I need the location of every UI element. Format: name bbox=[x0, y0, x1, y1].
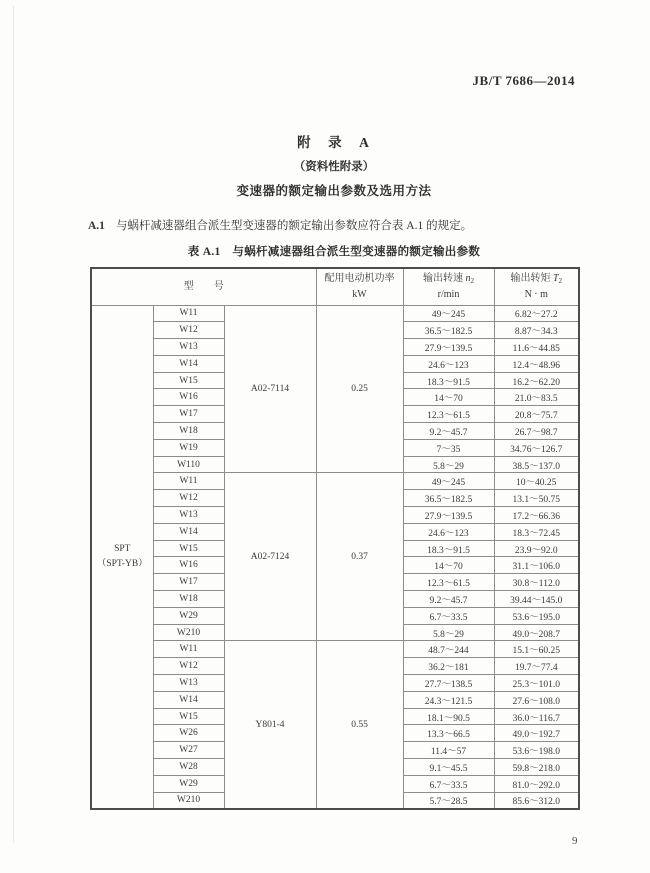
model-cell: W29 bbox=[153, 775, 224, 792]
speed-cell: 36.2～181 bbox=[403, 658, 494, 675]
model-cell: W12 bbox=[153, 490, 224, 507]
torque-cell: 25.3～101.0 bbox=[494, 675, 579, 692]
header-output-speed-label: 输出转速 bbox=[423, 273, 466, 285]
motor-cell: A02-7124 bbox=[224, 473, 316, 641]
clause-a1 bbox=[88, 217, 598, 233]
torque-cell: 17.2～66.36 bbox=[494, 507, 579, 524]
header-motor-power bbox=[316, 268, 403, 305]
torque-cell: 10～40.25 bbox=[494, 473, 579, 490]
model-cell: W110 bbox=[153, 456, 224, 473]
speed-cell: 48.7～244 bbox=[403, 641, 494, 658]
model-cell: W11 bbox=[153, 305, 224, 322]
header-output-torque-label: 输出转矩 bbox=[510, 273, 553, 285]
torque-cell: 38.5～137.0 bbox=[494, 456, 579, 473]
header-motor-power-label: 配用电动机功率 bbox=[324, 273, 395, 285]
rating-table bbox=[90, 267, 580, 810]
model-cell: W29 bbox=[153, 607, 224, 624]
speed-cell: 5.8～29 bbox=[403, 456, 494, 473]
table-header bbox=[91, 268, 579, 305]
speed-cell: 12.3～61.5 bbox=[403, 406, 494, 423]
scan-edge-line bbox=[13, 6, 14, 843]
torque-cell: 31.1～106.0 bbox=[494, 557, 579, 574]
model-cell: W26 bbox=[153, 725, 224, 742]
torque-cell: 23.9～92.0 bbox=[494, 540, 579, 557]
speed-cell: 13.3～66.5 bbox=[403, 725, 494, 742]
torque-cell: 12.4～48.96 bbox=[494, 355, 579, 372]
model-cell: W15 bbox=[153, 708, 224, 725]
torque-cell: 53.6～198.0 bbox=[494, 742, 579, 759]
model-cell: W17 bbox=[153, 406, 224, 423]
torque-cell: 49.0～192.7 bbox=[494, 725, 579, 742]
appendix-heading: 变速器的额定输出参数及选用方法 bbox=[236, 184, 432, 198]
speed-cell: 24.6～123 bbox=[403, 523, 494, 540]
motor-cell: Y801-4 bbox=[224, 641, 316, 809]
model-cell: W210 bbox=[153, 624, 224, 641]
torque-cell: 53.6～195.0 bbox=[494, 607, 579, 624]
torque-cell: 13.1～50.75 bbox=[494, 490, 579, 507]
model-cell: W11 bbox=[153, 473, 224, 490]
speed-cell: 14～70 bbox=[403, 389, 494, 406]
torque-cell: 36.0～116.7 bbox=[494, 708, 579, 725]
speed-cell: 49～245 bbox=[403, 305, 494, 322]
speed-cell: 27.7～138.5 bbox=[403, 675, 494, 692]
standard-code: JB/T 7686—2014 bbox=[472, 73, 575, 88]
speed-cell: 27.9～139.5 bbox=[403, 339, 494, 356]
speed-cell: 18.3～91.5 bbox=[403, 372, 494, 389]
model-cell: W14 bbox=[153, 355, 224, 372]
motor-cell: A02-7114 bbox=[224, 305, 316, 473]
torque-cell: 11.6～44.85 bbox=[494, 339, 579, 356]
model-cell: W13 bbox=[153, 339, 224, 356]
table-row bbox=[91, 305, 579, 322]
speed-cell: 24.3～121.5 bbox=[403, 691, 494, 708]
appendix-subtitle: （资料性附录） bbox=[293, 161, 375, 173]
model-cell: W14 bbox=[153, 523, 224, 540]
torque-cell: 15.1～60.25 bbox=[494, 641, 579, 658]
speed-cell: 36.5～182.5 bbox=[403, 322, 494, 339]
torque-cell: 34.76～126.7 bbox=[494, 439, 579, 456]
appendix-title-block bbox=[90, 131, 578, 199]
header-model: 型 号 bbox=[91, 268, 316, 305]
model-cell: W15 bbox=[153, 372, 224, 389]
torque-cell: 18.3～72.45 bbox=[494, 523, 579, 540]
power-cell: 0.37 bbox=[316, 473, 403, 641]
speed-cell: 6.7～33.5 bbox=[403, 775, 494, 792]
header-row bbox=[91, 268, 579, 305]
speed-cell: 18.1～90.5 bbox=[403, 708, 494, 725]
clause-number: A.1 bbox=[88, 220, 105, 232]
model-cell: W15 bbox=[153, 540, 224, 557]
torque-cell: 20.8～75.7 bbox=[494, 406, 579, 423]
speed-cell: 12.3～61.5 bbox=[403, 574, 494, 591]
model-cell: W16 bbox=[153, 389, 224, 406]
series-label-line2: （SPT-YB） bbox=[96, 558, 148, 569]
torque-cell: 26.7～98.7 bbox=[494, 423, 579, 440]
model-cell: W13 bbox=[153, 507, 224, 524]
model-cell: W11 bbox=[153, 641, 224, 658]
model-cell: W27 bbox=[153, 742, 224, 759]
speed-cell: 9.2～45.7 bbox=[403, 591, 494, 608]
torque-cell: 16.2～62.20 bbox=[494, 372, 579, 389]
header-output-torque-sub: 2 bbox=[558, 277, 563, 286]
torque-cell: 49.0～208.7 bbox=[494, 624, 579, 641]
torque-cell: 81.0～292.0 bbox=[494, 775, 579, 792]
model-cell: W18 bbox=[153, 423, 224, 440]
page-number: 9 bbox=[572, 835, 578, 847]
speed-cell: 5.8～29 bbox=[403, 624, 494, 641]
model-cell: W28 bbox=[153, 759, 224, 776]
table-row bbox=[91, 641, 579, 658]
header-output-torque bbox=[494, 268, 579, 305]
speed-cell: 6.7～33.5 bbox=[403, 607, 494, 624]
torque-cell: 59.8～218.0 bbox=[494, 759, 579, 776]
appendix-title: 附 录 A bbox=[297, 135, 371, 150]
torque-cell: 39.44～145.0 bbox=[494, 591, 579, 608]
speed-cell: 49～245 bbox=[403, 473, 494, 490]
header-motor-power-unit: kW bbox=[352, 288, 367, 300]
series-cell bbox=[91, 305, 153, 809]
table-row bbox=[91, 473, 579, 490]
speed-cell: 9.2～45.7 bbox=[403, 423, 494, 440]
torque-cell: 6.82～27.2 bbox=[494, 305, 579, 322]
speed-cell: 36.5～182.5 bbox=[403, 490, 494, 507]
header-output-speed-sub: 2 bbox=[470, 277, 474, 286]
speed-cell: 11.4～57 bbox=[403, 742, 494, 759]
torque-cell: 85.6～312.0 bbox=[494, 792, 579, 809]
torque-cell: 30.8～112.0 bbox=[494, 574, 579, 591]
power-cell: 0.25 bbox=[316, 305, 403, 473]
model-cell: W18 bbox=[153, 591, 224, 608]
torque-cell: 8.87～34.3 bbox=[494, 322, 579, 339]
speed-cell: 14～70 bbox=[403, 557, 494, 574]
header-output-speed bbox=[403, 268, 494, 305]
table-caption: 表 A.1 与蜗杆减速器组合派生型变速器的额定输出参数 bbox=[187, 246, 481, 258]
speed-cell: 18.3～91.5 bbox=[403, 540, 494, 557]
model-cell: W14 bbox=[153, 691, 224, 708]
model-cell: W12 bbox=[153, 658, 224, 675]
clause-text: 与蜗杆减速器组合派生型变速器的额定输出参数应符合表 A.1 的规定。 bbox=[115, 220, 473, 232]
header-output-speed-var: n bbox=[465, 273, 471, 285]
torque-cell: 19.7～77.4 bbox=[494, 658, 579, 675]
model-cell: W210 bbox=[153, 792, 224, 809]
power-cell: 0.55 bbox=[316, 641, 403, 809]
header-output-torque-unit: N · m bbox=[524, 288, 548, 300]
model-cell: W13 bbox=[153, 675, 224, 692]
model-cell: W19 bbox=[153, 439, 224, 456]
model-cell: W16 bbox=[153, 557, 224, 574]
speed-cell: 24.6～123 bbox=[403, 355, 494, 372]
speed-cell: 7～35 bbox=[403, 439, 494, 456]
speed-cell: 9.1～45.5 bbox=[403, 759, 494, 776]
header-output-speed-unit: r/min bbox=[437, 288, 460, 300]
torque-cell: 27.6～108.0 bbox=[494, 691, 579, 708]
speed-cell: 5.7～28.5 bbox=[403, 792, 494, 809]
header-output-torque-var: T bbox=[552, 273, 559, 285]
model-cell: W17 bbox=[153, 574, 224, 591]
model-cell: W12 bbox=[153, 322, 224, 339]
table-body bbox=[91, 305, 579, 809]
series-label-line1: SPT bbox=[114, 544, 131, 555]
torque-cell: 21.0～83.5 bbox=[494, 389, 579, 406]
speed-cell: 27.9～139.5 bbox=[403, 507, 494, 524]
